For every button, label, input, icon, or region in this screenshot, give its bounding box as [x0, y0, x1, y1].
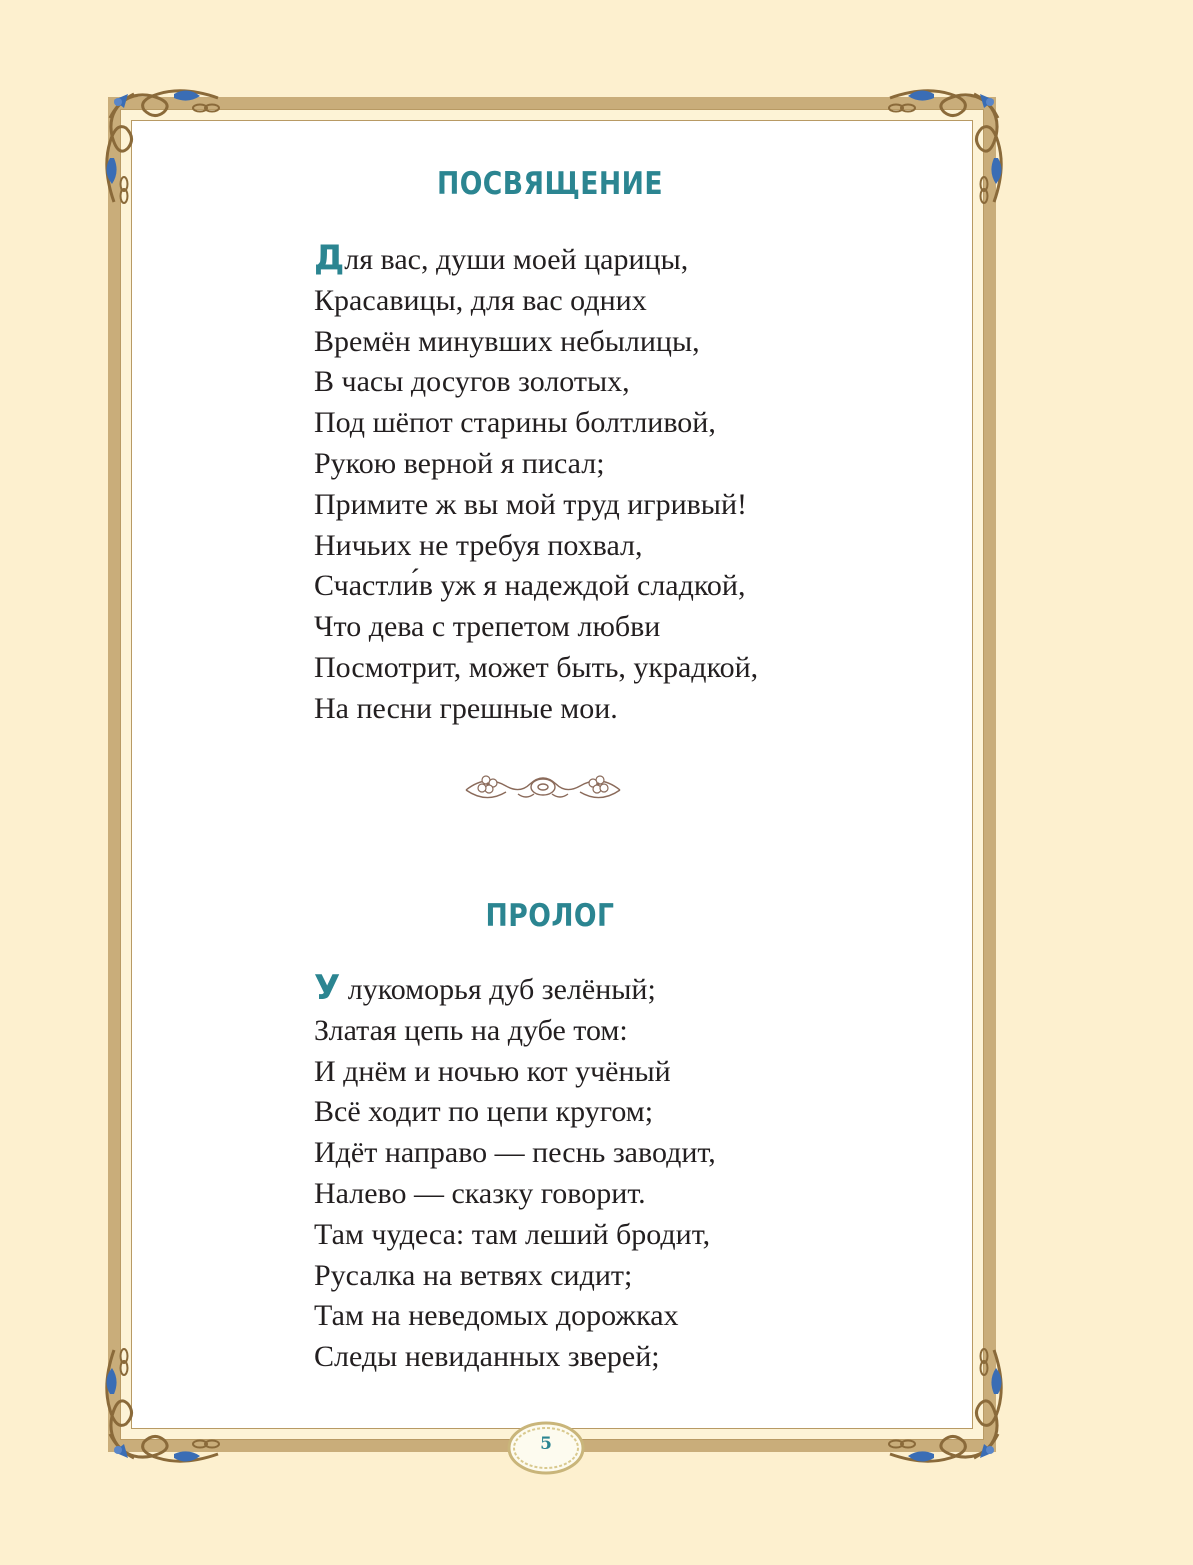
poem-line [314, 238, 954, 281]
poem-line-text: ля вас, души моей царицы, [344, 243, 689, 276]
drop-cap: У [314, 968, 341, 1008]
poem-line: Красавицы, для вас одних [314, 283, 647, 317]
poem-line: Там на неведомых дорожках [314, 1299, 679, 1333]
poem-line: Русалка на ветвях сидит; [314, 1258, 633, 1292]
poem-line: Следы невиданных зверей; [314, 1340, 660, 1374]
section-title-dedication: ПОСВЯЩЕНИЕ [436, 166, 664, 202]
poem-prologue [314, 968, 954, 1378]
page-number: 5 [540, 1434, 552, 1454]
poem-line: Златая цепь на дубе том: [314, 1013, 628, 1047]
poem-line: Рукою верной я писал; [314, 446, 605, 480]
poem-line: Идёт направо — песнь заводит, [314, 1136, 716, 1170]
corner-ornament-icon [104, 1344, 224, 1464]
section-title-prologue: ПРОЛОГ [485, 898, 615, 934]
poem-line: Что дева с трепетом любви [314, 610, 661, 644]
poem-line: И днём и ночью кот учёный [314, 1054, 671, 1088]
poem-line: Там чудеса: там леший бродит, [314, 1217, 711, 1251]
poem-line: Счастли́в уж я надеждой сладкой, [314, 569, 746, 603]
poem-line: Налево — сказку говорит. [314, 1176, 646, 1210]
poem-line [314, 968, 954, 1011]
poem-line: На песни грешные мои. [314, 691, 618, 725]
poem-line: Ничьих не требуя похвал, [314, 528, 643, 562]
poem-line: Посмотрит, может быть, украдкой, [314, 650, 759, 684]
poem-line: В часы досугов золотых, [314, 365, 630, 399]
poem-line-text: лукоморья дуб зелёный; [340, 973, 656, 1006]
floral-vignette-icon [456, 764, 630, 810]
drop-cap: Д [314, 238, 345, 278]
poem-line: Всё ходит по цепи кругом; [314, 1095, 654, 1129]
poem-line: Времён минувших небылицы, [314, 324, 700, 358]
poem-dedication [314, 238, 954, 730]
poem-line: Под шёпот старины болтливой, [314, 406, 716, 440]
poem-line: Примите ж вы мой труд игривый! [314, 487, 748, 521]
